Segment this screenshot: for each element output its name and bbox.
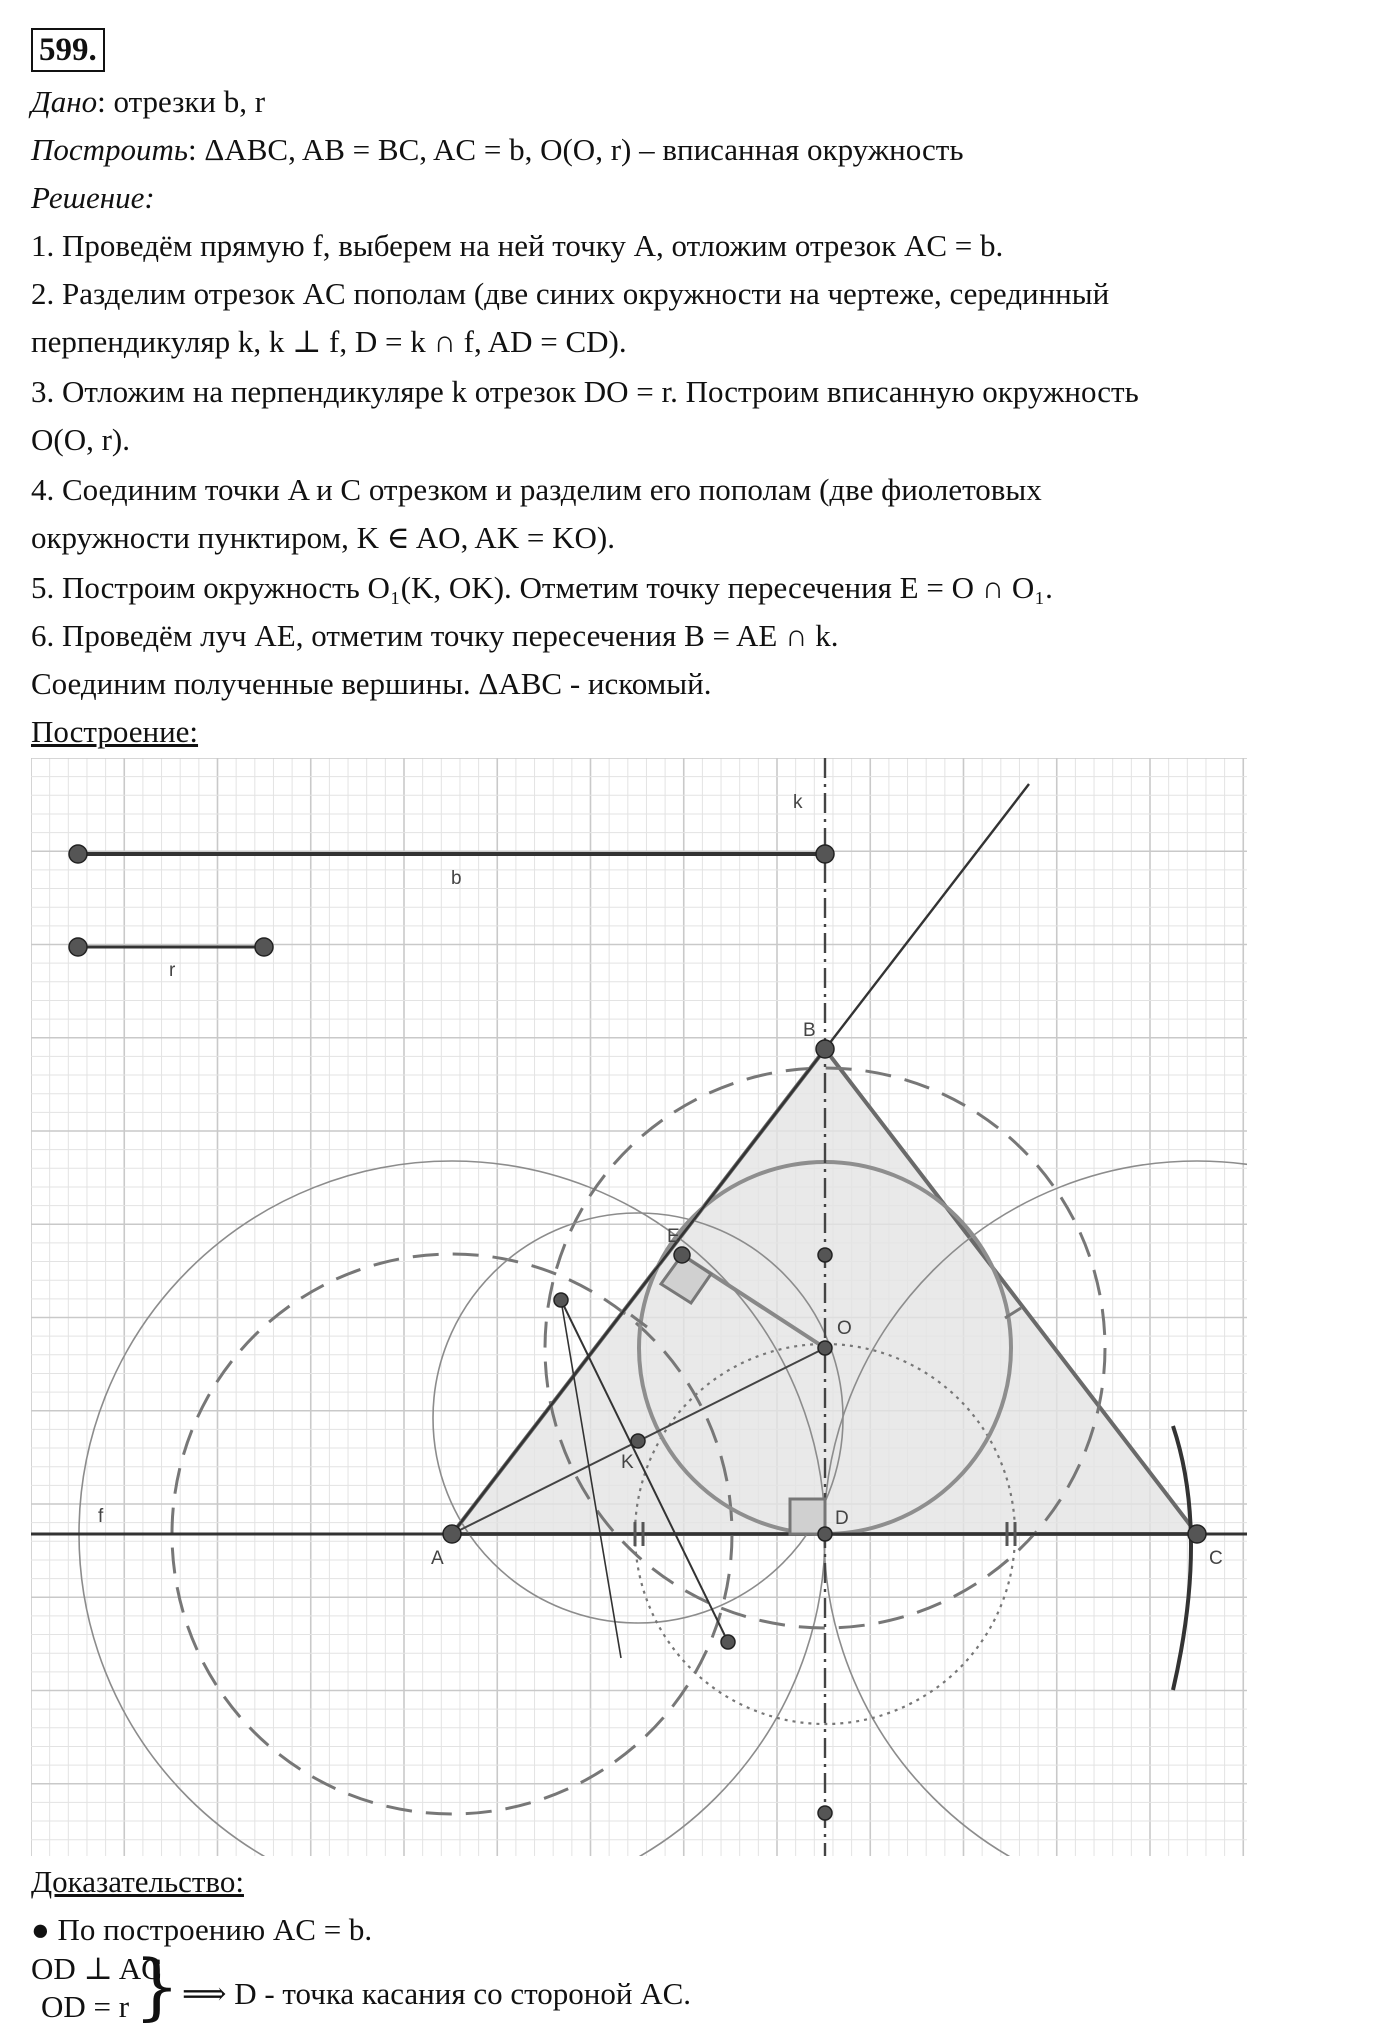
- point-r-start: [69, 938, 87, 956]
- point-e: [674, 1247, 690, 1263]
- label-d: D: [835, 1508, 849, 1529]
- label-b: B: [803, 1020, 816, 1041]
- point-r-end: [255, 938, 273, 956]
- proof-brace: }: [134, 1944, 180, 2028]
- step-line: окружности пунктиром, K ∈ AO, AK = KO).: [31, 520, 615, 555]
- point-b-start: [69, 845, 87, 863]
- step-line: 2. Разделим отрезок AC пополам (две синих окружности на чертеже, серединный: [31, 276, 1110, 311]
- step-line: 3. Отложим на перпендикуляре k отрезок DO = r. Построим вписанную окружность: [31, 374, 1139, 409]
- construct-text: : ΔABC, AB = BC, AC = b, O(O, r) – вписанная окружность: [188, 132, 964, 167]
- label-k-line: k: [793, 792, 803, 813]
- point-d: [818, 1527, 832, 1541]
- label-a: A: [431, 1548, 444, 1569]
- step-line: 5. Построим окружность O₁(K, OK). Отметим точку пересечения E = O ∩ O₁.: [31, 570, 1053, 605]
- step-line: 4. Соединим точки A и C отрезком и разделим его пополам (две фиолетовых: [31, 472, 1042, 507]
- label-f: f: [98, 1506, 104, 1527]
- point-bisector-top: [554, 1293, 568, 1307]
- label-segment-b: b: [451, 868, 462, 889]
- proof-label: Доказательство:: [31, 1864, 244, 1899]
- given-text: : отрезки b, r: [97, 84, 266, 119]
- problem-number: 599.: [31, 28, 105, 72]
- step-line: Соединим полученные вершины. ΔABC - искомый.: [31, 666, 712, 701]
- point-upper-intersect: [818, 1248, 832, 1262]
- step-line: 1. Проведём прямую f, выберем на ней точку A, отложим отрезок AC = b.: [31, 228, 1004, 263]
- point-bisector-bottom: [721, 1635, 735, 1649]
- solution-label: Решение:: [31, 180, 155, 215]
- proof-bullet: ● По построению AC = b.: [31, 1912, 373, 1947]
- label-k: K: [621, 1452, 634, 1473]
- label-segment-r: r: [169, 960, 176, 981]
- proof-conclusion: ⟹ D - точка касания со стороной AC.: [182, 1976, 692, 2011]
- point-k: [631, 1434, 645, 1448]
- construct-label: Построить: [31, 132, 189, 167]
- step-line: O(O, r).: [31, 422, 130, 457]
- given-line: [31, 78, 265, 126]
- proof-condition: OD ⊥ AC: [31, 1951, 162, 1986]
- point-b: [816, 1040, 834, 1058]
- given-label: Дано: [31, 84, 98, 119]
- point-o: [818, 1341, 832, 1355]
- label-e: E: [667, 1226, 680, 1247]
- proof-condition: OD = r: [41, 1989, 130, 2024]
- construction-label: Построение:: [31, 714, 199, 749]
- point-c: [1188, 1525, 1206, 1543]
- point-a: [443, 1525, 461, 1543]
- step-line: 6. Проведём луч AE, отметим точку пересечения B = AE ∩ k.: [31, 618, 839, 653]
- point-lower-intersect: [818, 1806, 832, 1820]
- step-line: перпендикуляр k, k ⊥ f, D = k ∩ f, AD = CD).: [31, 324, 627, 359]
- label-c: C: [1209, 1548, 1223, 1569]
- point-b-end: [816, 845, 834, 863]
- construct-line: [31, 126, 963, 174]
- label-o: O: [837, 1318, 852, 1339]
- arc-c: [1173, 1426, 1191, 1690]
- construction-diagram: [31, 758, 1247, 1856]
